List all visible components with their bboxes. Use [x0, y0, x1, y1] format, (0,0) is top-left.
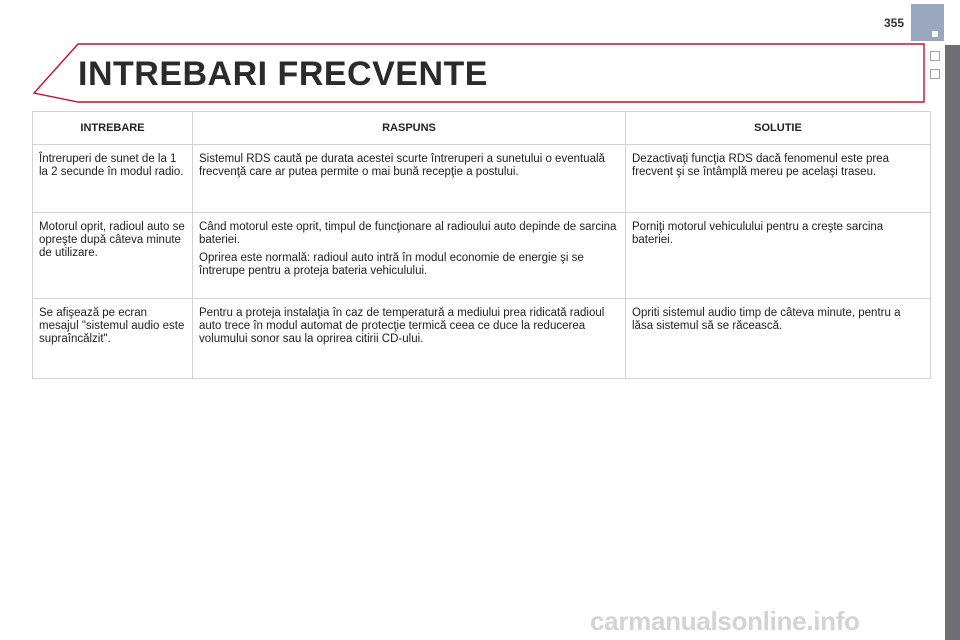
answer-paragraph: Pentru a proteja instalaţia în caz de temperatură a mediului prea ridicată radioul auto trece în modul automat de protecţie termică ceea ce duce la reducerea volumului sonor sau la oprirea citirii CD-ului. — [199, 307, 605, 345]
table-header-row — [33, 112, 931, 145]
table-row — [33, 299, 931, 379]
header-solution: SOLUTIE — [626, 112, 931, 145]
answer-paragraph: Sistemul RDS caută pe durata acestei scurte întreruperi a sunetului o eventuală frecvenţă care ar putea permite o mai bună recepţie a postului. — [199, 153, 605, 178]
header-question: INTREBARE — [33, 112, 193, 145]
header-answer: RASPUNS — [193, 112, 626, 145]
answer-cell — [193, 145, 626, 213]
solution-cell: Dezactivaţi funcţia RDS dacă fenomenul este prea frecvent şi se întâmplă mereu pe acelaşi traseu. — [626, 145, 931, 213]
page-title: INTREBARI FRECVENTE — [78, 55, 488, 93]
section-tab-marker — [930, 69, 940, 79]
answer-cell — [193, 213, 626, 299]
solution-cell: Opriti sistemul audio timp de câteva minute, pentru a lăsa sistemul să se răcească. — [626, 299, 931, 379]
table-row — [33, 213, 931, 299]
answer-paragraph: Oprirea este normală: radioul auto intră în modul economie de energie şi se întrerupe pentru a proteja bateria vehiculului. — [199, 252, 584, 277]
title-banner — [0, 0, 930, 110]
section-tab-marker — [930, 51, 940, 61]
answer-paragraph: Când motorul este oprit, timpul de funcţionare al radioului auto depinde de sarcina bateriei. — [199, 221, 617, 246]
side-strip — [945, 45, 960, 640]
watermark: carmanualsonline.info — [590, 606, 860, 636]
question-cell: Motorul oprit, radioul auto se opreşte după câteva minute de utilizare. — [33, 213, 193, 299]
page-tab-mark — [932, 31, 938, 37]
question-cell: Întreruperi de sunet de la 1 la 2 secunde în modul radio. — [33, 145, 193, 213]
question-cell: Se afişează pe ecran mesajul "sistemul audio este supraîncălzit". — [33, 299, 193, 379]
page-number: 355 — [883, 16, 904, 30]
table-row — [33, 145, 931, 213]
answer-cell — [193, 299, 626, 379]
faq-table — [32, 111, 931, 379]
solution-cell: Porniţi motorul vehiculului pentru a creşte sarcina bateriei. — [626, 213, 931, 299]
